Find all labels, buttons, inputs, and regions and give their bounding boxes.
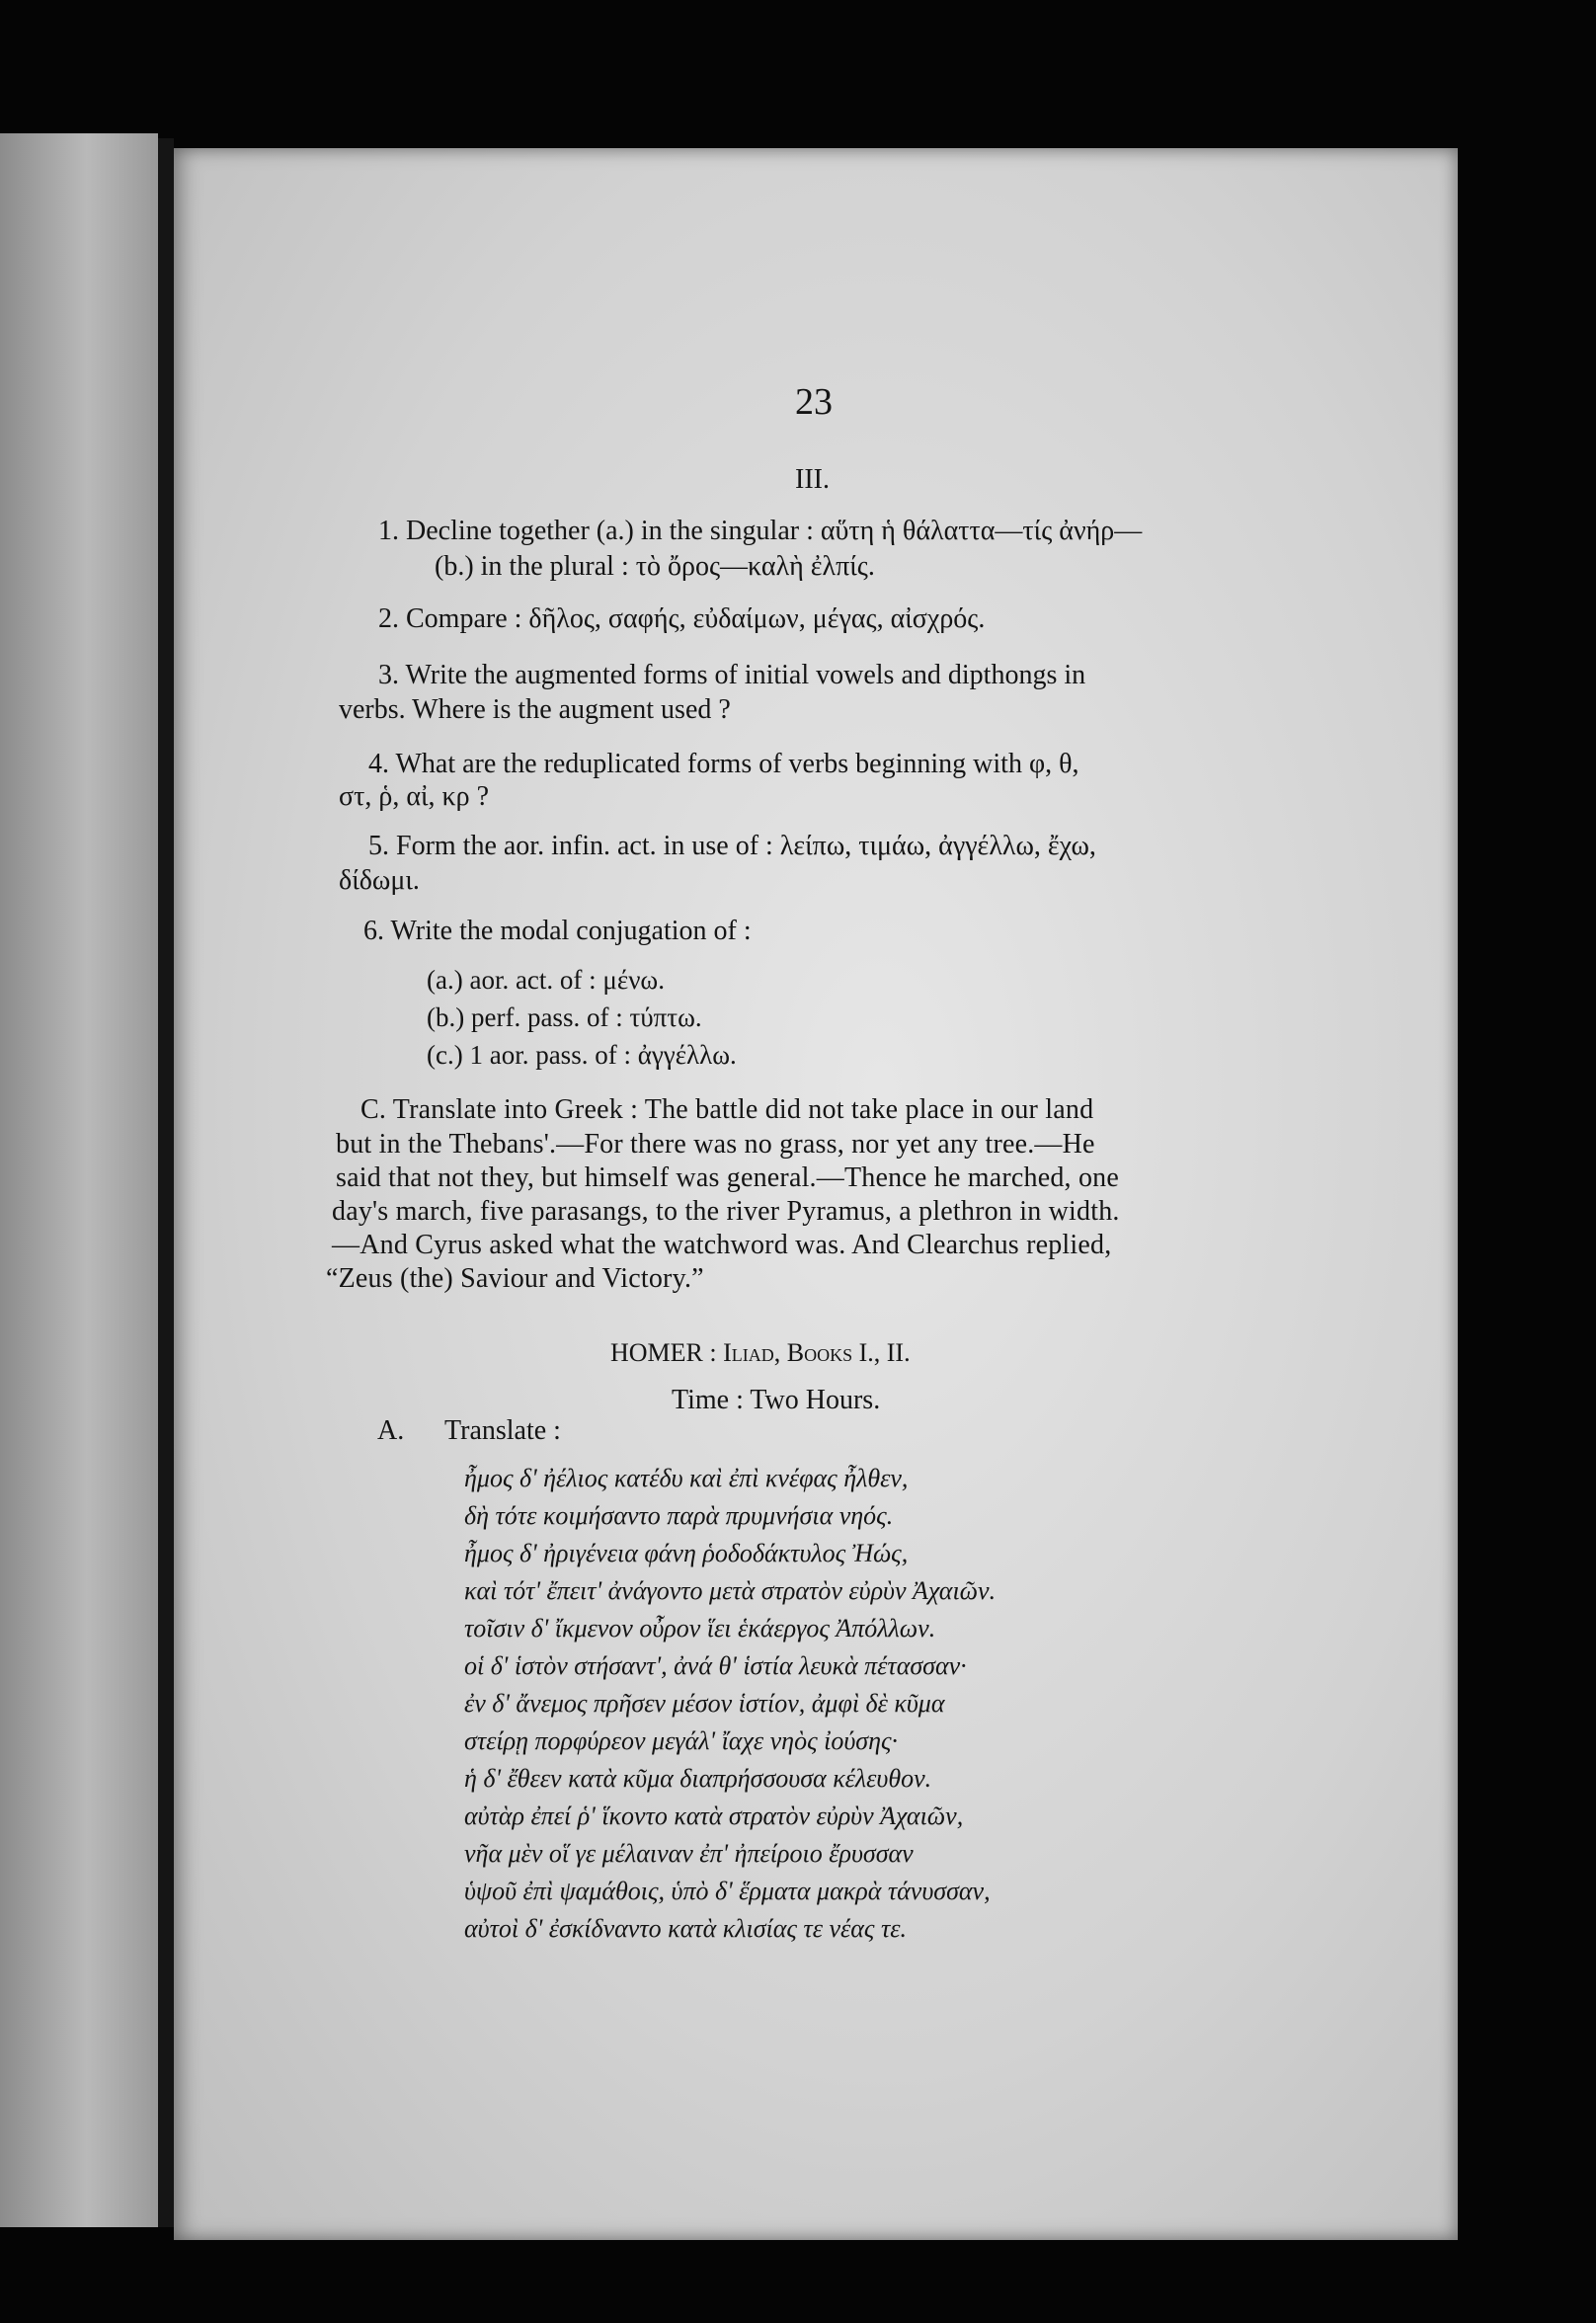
greek-line: νῆα μὲν οἵ γε μέλαιναν ἐπ' ἠπείροιο ἔρυσσαν: [464, 1839, 914, 1868]
homer-heading: [610, 1338, 911, 1368]
question-3-line-1: 3. Write the augmented forms of initial vowels and dipthongs in: [378, 660, 1086, 690]
translate-paragraph-line-5: —And Cyrus asked what the watchword was. And Clearchus replied,: [332, 1230, 1112, 1260]
sub-item-c: (c.) 1 aor. pass. of : ἀγγέλλω.: [427, 1040, 737, 1070]
greek-line: στείρῃ πορφύρεον μεγάλ' ἴαχε νηὸς ἰούσης·: [464, 1726, 899, 1755]
greek-line: οἱ δ' ἱστὸν στήσαντ', ἀνά θ' ἱστία λευκὰ πέτασσαν·: [464, 1651, 967, 1680]
question-6: 6. Write the modal conjugation of :: [363, 916, 752, 946]
question-1-line-1: 1. Decline together (a.) in the singular : αὕτη ἡ θάλαττα—τίς ἀνήρ—: [378, 516, 1143, 546]
question-1-line-2: (b.) in the plural : τὸ ὄρος—καλὴ ἐλπίς.: [435, 551, 875, 582]
homer-time: Time : Two Hours.: [672, 1385, 881, 1415]
question-4-line-2: στ, ῥ, αἰ, κρ ?: [339, 781, 490, 812]
greek-line: αὐτὰρ ἐπεί ῥ' ἵκοντο κατὰ στρατὸν εὐρὺν Ἀχαιῶν,: [464, 1802, 964, 1830]
homer-instruction: Translate :: [444, 1415, 561, 1446]
translate-paragraph-line-3: said that not they, but himself was general.—Thence he marched, one: [336, 1162, 1119, 1193]
translate-paragraph-line-4: day's march, five parasangs, to the river Pyramus, a plethron in width.: [332, 1196, 1120, 1227]
greek-line: ἡ δ' ἔθεεν κατὰ κῦμα διαπρήσσουσα κέλευθον.: [464, 1764, 932, 1793]
greek-line: ἦμος δ' ἠέλιος κατέδυ καὶ ἐπὶ κνέφας ἦλθεν,: [464, 1464, 909, 1492]
translate-paragraph-line-1: C. Translate into Greek : The battle did not take place in our land: [360, 1094, 1094, 1125]
translate-paragraph-line-6: “Zeus (the) Saviour and Victory.”: [326, 1263, 704, 1294]
sub-item-a: (a.) aor. act. of : μένω.: [427, 965, 665, 995]
greek-line: ἦμος δ' ἠριγένεια φάνη ῥοδοδάκτυλος Ἠώς,: [464, 1539, 909, 1567]
page-number: 23: [795, 381, 833, 423]
section-title: III.: [795, 464, 830, 495]
question-4-line-1: 4. What are the reduplicated forms of verbs beginning with φ, θ,: [368, 749, 1079, 779]
greek-line: καὶ τότ' ἔπειτ' ἀνάγοντο μετὰ στρατὸν εὐρὺν Ἀχαιῶν.: [464, 1576, 997, 1605]
translate-paragraph-line-2: but in the Thebans'.—For there was no grass, nor yet any tree.—He: [336, 1129, 1095, 1160]
homer-work: Iliad, Books I., II.: [723, 1338, 911, 1367]
question-3-line-2: verbs. Where is the augment used ?: [339, 694, 731, 725]
greek-line: αὐτοὶ δ' ἐσκίδναντο κατὰ κλισίας τε νέας τε.: [464, 1914, 908, 1943]
homer-section-letter: A.: [377, 1415, 405, 1446]
greek-line: δὴ τότε κοιμήσαντο παρὰ πρυμνήσια νηός.: [464, 1501, 894, 1530]
homer-author: HOMER :: [610, 1338, 717, 1367]
adjacent-page-edge: [0, 133, 158, 2227]
greek-line: ἐν δ' ἄνεμος πρῆσεν μέσον ἱστίον, ἀμφὶ δὲ κῦμα: [464, 1689, 945, 1718]
question-2: 2. Compare : δῆλος, σαφής, εὐδαίμων, μέγας, αἰσχρός.: [378, 603, 986, 634]
greek-line: ὑψοῦ ἐπὶ ψαμάθοις, ὑπὸ δ' ἕρματα μακρὰ τάνυσσαν,: [464, 1877, 991, 1905]
book-gutter: [158, 138, 174, 2227]
greek-line: τοῖσιν δ' ἴκμενον οὖρον ἵει ἑκάεργος Ἀπόλλων.: [464, 1614, 936, 1642]
sub-item-b: (b.) perf. pass. of : τύπτω.: [427, 1002, 702, 1032]
question-5-line-2: δίδωμι.: [339, 865, 420, 896]
question-5-line-1: 5. Form the aor. infin. act. in use of : λείπω, τιμάω, ἀγγέλλω, ἔχω,: [368, 831, 1096, 861]
